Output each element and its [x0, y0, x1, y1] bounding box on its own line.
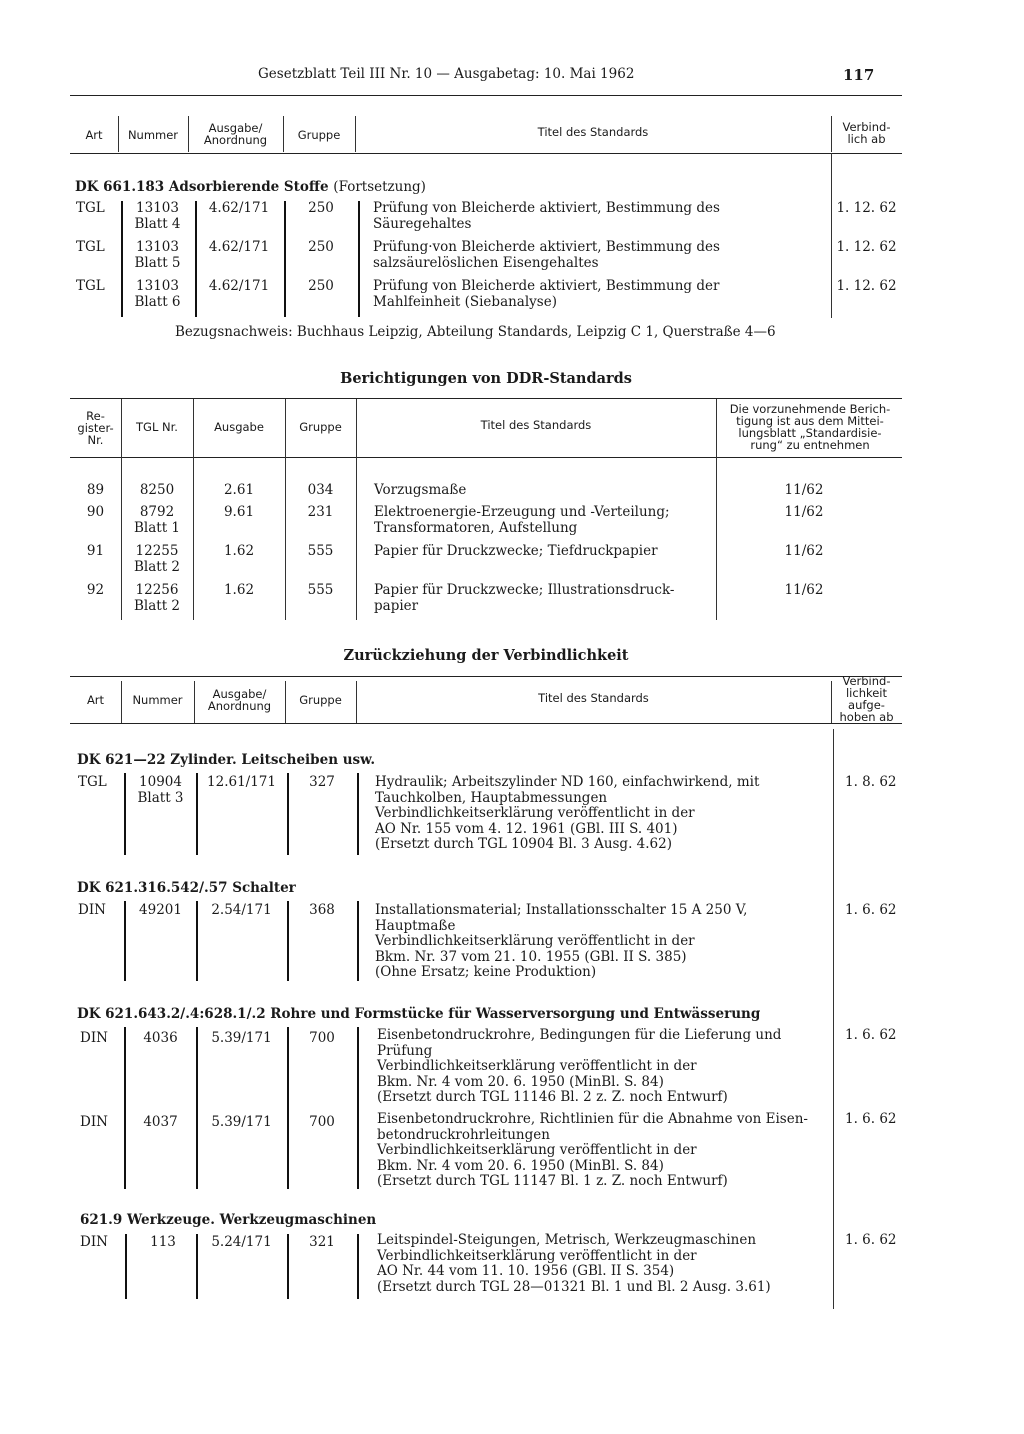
- col-header-register: Re- gister- Nr.: [77, 409, 114, 447]
- table-2-row-3-ber: 11/62: [784, 543, 824, 559]
- table-2-row-3-reg: 91: [86, 543, 105, 559]
- table-1-row-2-art: TGL: [76, 239, 105, 255]
- table-3-row-5-ausgabe: 5.24/171: [211, 1234, 272, 1250]
- table-3-row-3-nummer: 4036: [143, 1030, 178, 1046]
- table-3-top-rule: [70, 676, 902, 677]
- table-2-title: Berichtigungen von DDR-Standards: [340, 370, 632, 387]
- table-1-row-2-gruppe: 250: [308, 239, 334, 255]
- col-header-titel: Titel des Standards: [480, 418, 592, 432]
- table-1-row-3-ab: 1. 12. 62: [836, 278, 897, 294]
- table-3-row-3-art: DIN: [80, 1030, 108, 1046]
- table-2-row-3-gruppe: 555: [307, 543, 334, 559]
- col-header-art: Art: [85, 128, 103, 142]
- table-1-row-3-ausgabe: 4.62/171: [208, 278, 270, 294]
- table-3-row-3-gruppe: 700: [309, 1030, 335, 1046]
- section-heading: DK 621—22 Zylinder. Leitscheiben usw.: [77, 752, 376, 768]
- table-3-row-4-gruppe: 700: [309, 1114, 335, 1130]
- col-header-berichtigung: Die vorzunehmende Berich- tigung ist aus dem Mittei- lungsblatt „Standardisie- rung“ zu entnehmen: [729, 402, 891, 452]
- table-1-row-2-ab: 1. 12. 62: [836, 239, 897, 255]
- table-1-row-1-ab: 1. 12. 62: [836, 200, 897, 216]
- table-3-row-1-ausgabe: 12.61/171: [207, 774, 276, 790]
- table-1-row-2-ausgabe: 4.62/171: [208, 239, 270, 255]
- table-1-top-rule: [70, 95, 902, 96]
- table-3-row-5-gruppe: 321: [309, 1234, 335, 1250]
- table-2-row-3-tgl: 12255 Blatt 2: [133, 543, 181, 575]
- table-2-row-1-reg: 89: [86, 482, 105, 498]
- table-3-row-5-titel: Leitspindel-Steigungen, Metrisch, Werkzeugmaschinen Verbindlichkeitserklärung veröffentlicht in der AO Nr. 44 vom 11. 10. 1956 (GBl. II S. 354) (Ersetzt durch TGL 28—01321 Bl. 1 und Bl. 2 Ausg. 3.61): [377, 1232, 771, 1295]
- table-2-top-rule: [70, 398, 902, 399]
- table-3-row-5-art: DIN: [80, 1234, 108, 1250]
- table-3-row-2-nummer: 49201: [139, 902, 182, 918]
- table-2-row-2-ausgabe: 9.61: [223, 504, 255, 520]
- table-2-row-4-gruppe: 555: [307, 582, 334, 598]
- table-1-row-1-ausgabe: 4.62/171: [208, 200, 270, 216]
- section-heading: DK 621.316.542/.57 Schalter: [77, 880, 296, 896]
- table-2-header-rule: [70, 457, 902, 458]
- table-3-row-5-nummer: 113: [150, 1234, 176, 1250]
- table-2-row-4-titel: Papier für Druckzwecke; Illustrationsdruck- papier: [374, 582, 675, 614]
- col-header-ausgabe: Ausgabe/ Anordnung: [203, 121, 268, 147]
- table-2-row-2-ber: 11/62: [784, 504, 824, 520]
- table-2-row-1-titel: Vorzugsmaße: [374, 482, 467, 498]
- section-heading: DK 621.643.2/.4:628.1/.2 Rohre und Formstücke für Wasserversorgung und Entwässerung: [77, 1006, 761, 1022]
- table-3-row-5-ab: 1. 6. 62: [845, 1232, 897, 1248]
- table-1-row-3-art: TGL: [76, 278, 105, 294]
- table-3-row-1-art: TGL: [78, 774, 107, 790]
- table-2-row-1-ber: 11/62: [784, 482, 824, 498]
- table-2-row-3-ausgabe: 1.62: [223, 543, 255, 559]
- page-number: 117: [843, 66, 875, 84]
- table-2-row-4-ber: 11/62: [784, 582, 824, 598]
- section-heading: 621.9 Werkzeuge. Werkzeugmaschinen: [80, 1212, 377, 1228]
- table-2-row-4-ausgabe: 1.62: [223, 582, 255, 598]
- table-3-row-3-titel: Eisenbetondruckrohre, Bedingungen für die Lieferung und Prüfung Verbindlichkeitserklärung veröffentlicht in der Bkm. Nr. 4 vom 20. 6. 1950 (MinBl. S. 84) (Ersetzt durch TGL 11146 Bl. 2 z. Z. noch Entwurf): [377, 1027, 782, 1105]
- table-3-row-4-ab: 1. 6. 62: [845, 1111, 897, 1127]
- table-3-row-2-art: DIN: [78, 902, 106, 918]
- section-heading: DK 661.183 Adsorbierende Stoffe (Fortsetzung): [75, 179, 426, 195]
- table-2-row-3-titel: Papier für Druckzwecke; Tiefdruckpapier: [374, 543, 658, 559]
- table-3-row-1-nummer: 10904 Blatt 3: [137, 774, 184, 806]
- table-2-row-2-titel: Elektroenergie-Erzeugung und -Verteilung; Transformatoren, Aufstellung: [374, 504, 670, 536]
- table-1-row-3-titel: Prüfung von Bleicherde aktiviert, Bestimmung der Mahlfeinheit (Siebanalyse): [373, 278, 720, 310]
- table-1-header-rule: [70, 153, 902, 154]
- table-1-row-1-art: TGL: [76, 200, 105, 216]
- table-2-row-2-tgl: 8792 Blatt 1: [133, 504, 181, 536]
- table-3-row-4-titel: Eisenbetondruckrohre, Richtlinien für die Abnahme von Eisen- betondruckrohrleitungen Verbindlichkeitserklärung veröffentlicht in der Bkm. Nr. 4 vom 20. 6. 1950 (MinBl. S. 84) (Ersetzt durch TGL 11147 Bl. 1 z. Z. noch Entwurf): [377, 1111, 808, 1189]
- col-header-ausgabe: Ausgabe: [214, 420, 264, 434]
- table-1-row-1-nummer: 13103 Blatt 4: [134, 200, 181, 232]
- table-3-row-2-ab: 1. 6. 62: [845, 902, 897, 918]
- table-1-row-1-titel: Prüfung von Bleicherde aktiviert, Bestimmung des Säuregehaltes: [373, 200, 720, 232]
- table-2-row-1-tgl: 8250: [139, 482, 175, 498]
- table-3-row-1-titel: Hydraulik; Arbeitszylinder ND 160, einfachwirkend, mit Tauchkolben, Hauptabmessungen Verbindlichkeitserklärung veröffentlicht in der AO Nr. 155 vom 4. 12. 1961 (GBl. III S. 401) (Ersetzt durch TGL 10904 Bl. 3 Ausg. 4.62): [375, 774, 760, 852]
- table-3-header-rule: [70, 723, 902, 724]
- table-3-row-3-ab: 1. 6. 62: [845, 1027, 897, 1043]
- table-2-row-1-gruppe: 034: [307, 482, 334, 498]
- table-3-row-2-ausgabe: 2.54/171: [211, 902, 272, 918]
- running-header: Gesetzblatt Teil III Nr. 10 — Ausgabetag: 10. Mai 1962: [258, 66, 635, 82]
- table-1-row-3-gruppe: 250: [308, 278, 334, 294]
- table-3-title: Zurückziehung der Verbindlichkeit: [343, 647, 629, 664]
- table-3-row-3-ausgabe: 5.39/171: [211, 1030, 272, 1046]
- table-1-row-2-titel: Prüfung·von Bleicherde aktiviert, Bestimmung des salzsäurelöslichen Eisengehaltes: [373, 239, 720, 271]
- table-2-row-4-tgl: 12256 Blatt 2: [133, 582, 181, 614]
- table-3-row-2-gruppe: 368: [309, 902, 335, 918]
- table-3-row-4-ausgabe: 5.39/171: [211, 1114, 272, 1130]
- col-header-nummer: Nummer: [127, 128, 179, 142]
- table-3-row-4-art: DIN: [80, 1114, 108, 1130]
- col-header-ausgabe: Ausgabe/ Anordnung: [207, 687, 272, 713]
- col-header-titel: Titel des Standards: [537, 125, 649, 139]
- table-3-row-2-titel: Installationsmaterial; Installationsschalter 15 A 250 V, Hauptmaße Verbindlichkeitserklärung veröffentlicht in der Bkm. Nr. 37 vom 21. 10. 1955 (GBl. II S. 385) (Ohne Ersatz; keine Produktion): [375, 902, 748, 980]
- table-2-row-1-ausgabe: 2.61: [223, 482, 255, 498]
- table-1-row-1-gruppe: 250: [308, 200, 334, 216]
- col-header-gruppe: Gruppe: [297, 128, 341, 142]
- table-2-row-2-reg: 90: [86, 504, 105, 520]
- table-3-row-4-nummer: 4037: [143, 1114, 178, 1130]
- table-2-row-2-gruppe: 231: [307, 504, 334, 520]
- table-3-row-1-ab: 1. 8. 62: [845, 774, 897, 790]
- col-header-verbindlich: Verbind- lich ab: [842, 120, 891, 146]
- col-header-aufgehoben: Verbind- lichkeit aufge- hoben ab: [839, 674, 894, 724]
- bezugsnachweis: Bezugsnachweis: Buchhaus Leipzig, Abteilung Standards, Leipzig C 1, Querstraße 4—6: [175, 324, 776, 340]
- col-header-nummer: Nummer: [132, 693, 183, 707]
- col-header-gruppe: Gruppe: [299, 693, 342, 707]
- table-1-row-3-nummer: 13103 Blatt 6: [134, 278, 181, 310]
- col-header-art: Art: [86, 693, 105, 707]
- col-header-gruppe: Gruppe: [299, 420, 342, 434]
- col-header-titel: Titel des Standards: [538, 691, 649, 705]
- table-2-row-4-reg: 92: [86, 582, 105, 598]
- table-3-row-1-gruppe: 327: [309, 774, 335, 790]
- table-1-row-2-nummer: 13103 Blatt 5: [134, 239, 181, 271]
- col-header-tgl: TGL Nr.: [136, 420, 178, 434]
